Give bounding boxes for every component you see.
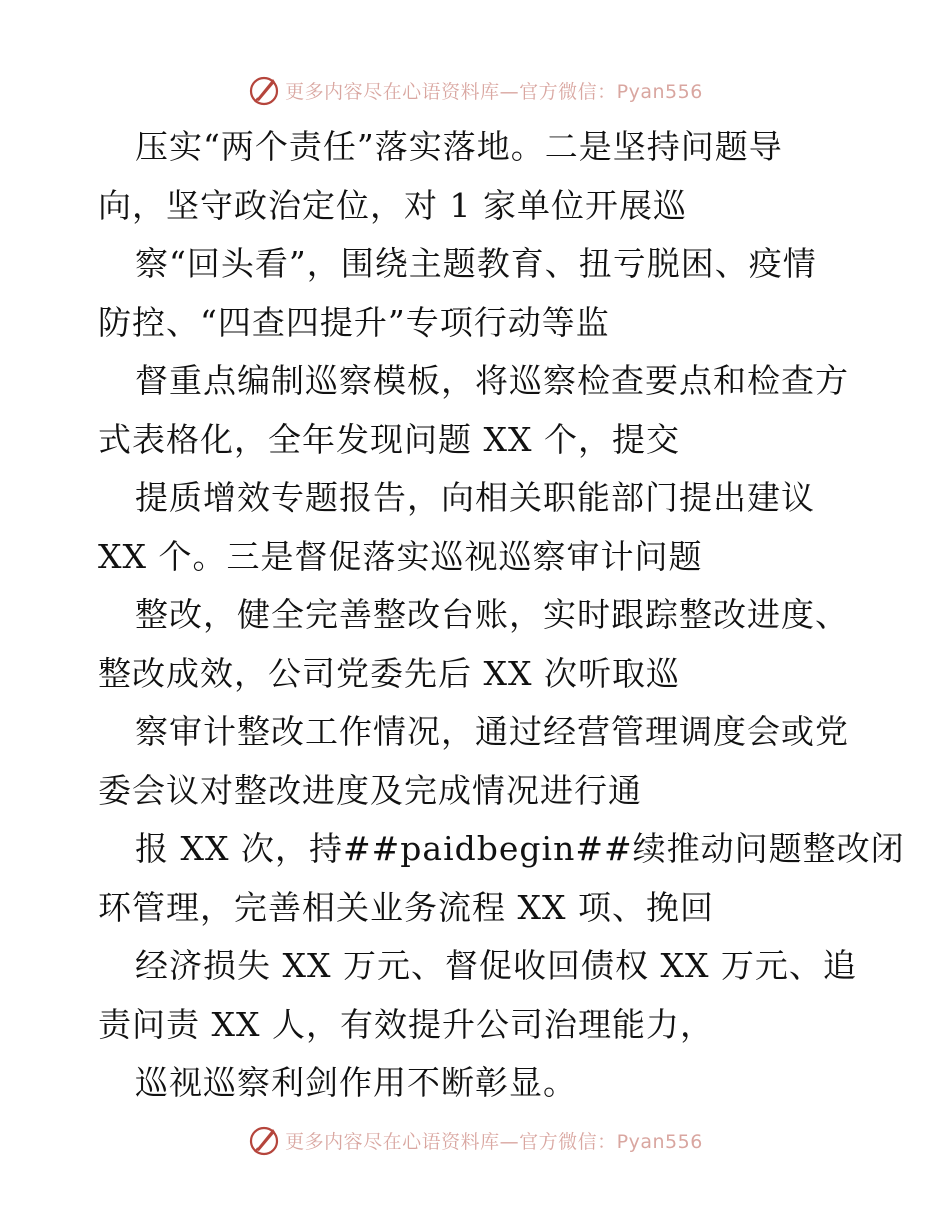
header-banner <box>0 70 950 110</box>
quill-pen-logo-icon <box>247 1123 281 1157</box>
header-banner-text: 更多内容尽在心语资料库—官方微信：Pyan556 <box>285 80 703 103</box>
text-line: 察“回头看”，围绕主题教育、扭亏脱困、疫情 <box>135 244 817 283</box>
text-line: 整改，健全完善整改台账，实时跟踪整改进度、 <box>135 595 849 634</box>
text-line: 防控、“四查四提升”专项行动等监 <box>98 302 610 342</box>
text-line: 责问责 XX 人，有效提升公司治理能力， <box>98 1004 714 1044</box>
text-line: 报 XX 次，持##paidbegin##续推动问题整改闭 <box>135 829 905 868</box>
text-line: 压实“两个责任”落实落地。二是坚持问题导 <box>135 127 783 166</box>
text-line: 提质增效专题报告，向相关职能部门提出建议 <box>135 478 815 517</box>
text-line: 督重点编制巡察模板，将巡察检查要点和检查方 <box>135 361 849 400</box>
text-line: XX 个。三是督促落实巡视巡察审计问题 <box>98 536 703 576</box>
text-line: 整改成效，公司党委先后 XX 次听取巡 <box>98 653 680 693</box>
text-line: 式表格化，全年发现问题 XX 个，提交 <box>98 419 680 459</box>
text-line: 巡视巡察利剑作用不断彰显。 <box>135 1063 577 1102</box>
text-line: 环管理，完善相关业务流程 XX 项、挽回 <box>98 887 714 927</box>
text-line: 委会议对整改进度及完成情况进行通 <box>98 770 642 810</box>
text-line: 向，坚守政治定位，对 1 家单位开展巡 <box>98 185 687 225</box>
text-line: 察审计整改工作情况，通过经营管理调度会或党 <box>135 712 849 751</box>
document-body <box>98 118 905 1113</box>
footer-banner-text: 更多内容尽在心语资料库—官方微信：Pyan556 <box>285 1130 703 1153</box>
quill-pen-logo-icon <box>247 73 281 107</box>
footer-banner <box>0 1120 950 1160</box>
text-line: 经济损失 XX 万元、督促收回债权 XX 万元、追 <box>135 946 857 985</box>
